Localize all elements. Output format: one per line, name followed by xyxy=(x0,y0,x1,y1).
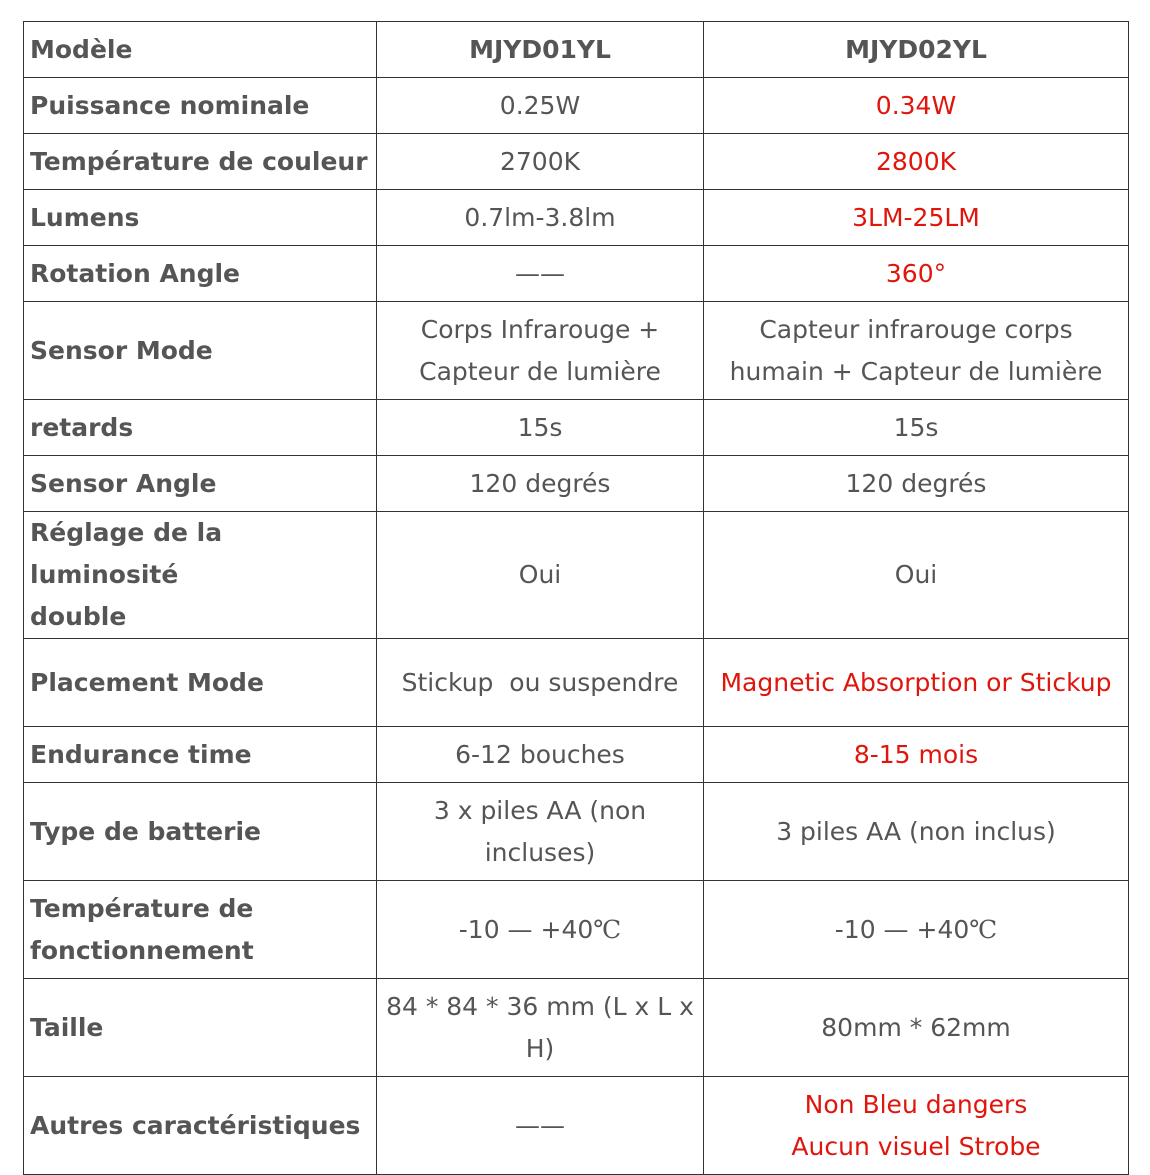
header-model-1: MJYD01YL xyxy=(377,22,704,78)
row-value-model-1: —— xyxy=(377,246,704,302)
row-value-model-2 xyxy=(704,1077,1129,1175)
table-row xyxy=(24,302,1129,400)
header-label-cell: Modèle xyxy=(24,22,377,78)
row-label xyxy=(24,512,377,639)
table-row xyxy=(24,979,1129,1077)
row-value-model-1: 0.25W xyxy=(377,78,704,134)
row-label: Puissance nominale xyxy=(24,78,377,134)
table-row xyxy=(24,783,1129,881)
row-label: Rotation Angle xyxy=(24,246,377,302)
table-row xyxy=(24,881,1129,979)
row-value-model-2 xyxy=(704,302,1129,400)
celsius-unit: ℃ xyxy=(969,914,998,944)
row-label: Placement Mode xyxy=(24,639,377,727)
label-line: fonctionnement xyxy=(30,935,254,965)
row-label: Température de couleur xyxy=(24,134,377,190)
table-row xyxy=(24,1077,1129,1175)
row-value-model-2: 0.34W xyxy=(704,78,1129,134)
label-line: Réglage de la luminosité xyxy=(30,518,223,589)
value-line: incluses) xyxy=(484,837,596,867)
table-row xyxy=(24,246,1129,302)
value-line: Capteur infrarouge corps xyxy=(759,314,1073,344)
value-line: Aucun visuel Strobe xyxy=(791,1131,1041,1161)
row-value-model-2: 15s xyxy=(704,400,1129,456)
value-line: humain + Capteur de lumière xyxy=(729,356,1103,386)
table-row xyxy=(24,639,1129,727)
row-value-model-2: 3 piles AA (non inclus) xyxy=(704,783,1129,881)
row-value-model-1: 6-12 bouches xyxy=(377,727,704,783)
table-row xyxy=(24,134,1129,190)
row-value-model-1 xyxy=(377,881,704,979)
label-line: Température de xyxy=(30,893,254,923)
row-value-model-2: 2800K xyxy=(704,134,1129,190)
row-value-model-1 xyxy=(377,302,704,400)
value-line: Capteur de lumière xyxy=(419,356,661,386)
row-value-model-1 xyxy=(377,783,704,881)
row-value-model-2: 120 degrés xyxy=(704,456,1129,512)
row-value-model-2: 80mm * 62mm xyxy=(704,979,1129,1077)
value-line: 84 * 84 * 36 mm (L x L x xyxy=(386,991,694,1021)
table-row xyxy=(24,78,1129,134)
temperature-range: -10 — +40 xyxy=(458,914,594,944)
row-label: Taille xyxy=(24,979,377,1077)
row-label: Autres caractéristiques xyxy=(24,1077,377,1175)
row-label: Lumens xyxy=(24,190,377,246)
row-value-model-2: 3LM-25LM xyxy=(704,190,1129,246)
label-line: double xyxy=(30,602,127,631)
row-value-model-1: 120 degrés xyxy=(377,456,704,512)
spec-comparison-table xyxy=(23,21,1129,1175)
row-value-model-2: 360° xyxy=(704,246,1129,302)
table-row xyxy=(24,400,1129,456)
row-label xyxy=(24,881,377,979)
row-value-model-2 xyxy=(704,881,1129,979)
value-line: Non Bleu dangers xyxy=(804,1089,1028,1119)
value-line: H) xyxy=(525,1033,555,1063)
row-label: Endurance time xyxy=(24,727,377,783)
celsius-unit: ℃ xyxy=(593,914,622,944)
row-value-model-1: Oui xyxy=(377,512,704,639)
header-row xyxy=(24,22,1129,78)
row-value-model-1: 0.7lm-3.8lm xyxy=(377,190,704,246)
row-value-model-2: Magnetic Absorption or Stickup xyxy=(704,639,1129,727)
header-model-2: MJYD02YL xyxy=(704,22,1129,78)
row-value-model-1: 2700K xyxy=(377,134,704,190)
table-row xyxy=(24,456,1129,512)
row-value-model-1: Stickup ou suspendre xyxy=(377,639,704,727)
row-value-model-1: —— xyxy=(377,1077,704,1175)
row-label: Sensor Angle xyxy=(24,456,377,512)
row-label: retards xyxy=(24,400,377,456)
row-value-model-2: 8-15 mois xyxy=(704,727,1129,783)
row-value-model-1: 15s xyxy=(377,400,704,456)
value-line: Corps Infrarouge + xyxy=(420,314,660,344)
row-label: Sensor Mode xyxy=(24,302,377,400)
table-row xyxy=(24,190,1129,246)
row-value-model-2: Oui xyxy=(704,512,1129,639)
table-row xyxy=(24,727,1129,783)
temperature-range: -10 — +40 xyxy=(834,914,970,944)
row-label: Type de batterie xyxy=(24,783,377,881)
value-line: 3 x piles AA (non xyxy=(433,795,647,825)
table-row xyxy=(24,512,1129,639)
row-value-model-1 xyxy=(377,979,704,1077)
